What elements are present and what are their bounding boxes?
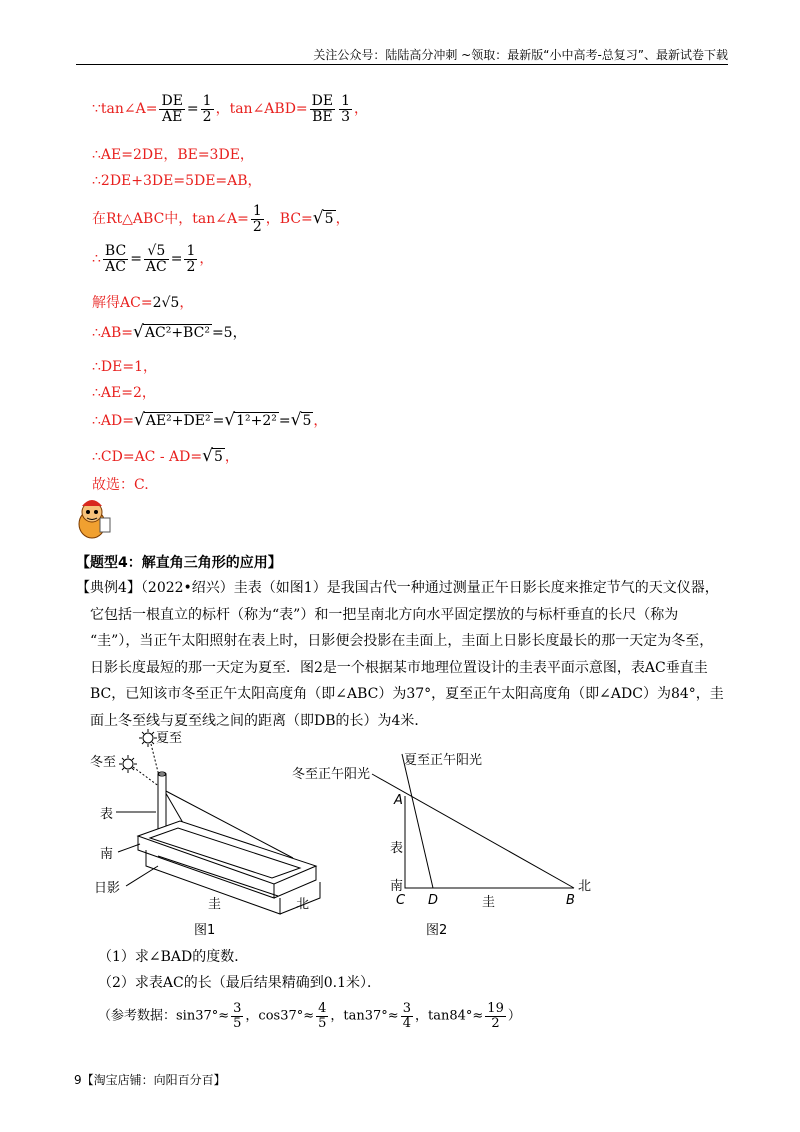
page-footer: 9【淘宝店铺：向阳百分百】 [74, 1073, 226, 1087]
fraction: $\frac{DE}{BE}$ [311, 93, 334, 125]
reference-data: （参考数据：sin37°≈ $\frac{3}{5}$ ，cos37°≈ $\frac{4}{5}$ ，tan37°≈ $\frac{3}{4}$ ，tan84°≈ $\frac{19}{2}$ ） [98, 1001, 521, 1031]
fig2-point-d: D [428, 893, 439, 908]
fig2-gui-label: 圭 [482, 895, 496, 910]
example-line-3: “圭”），当正午太阳照射在表上时，日影便会投影在圭面上，圭面上日影长度最长的那一天定为冬至， [90, 633, 714, 649]
fig1-gnomon-label: 表 [100, 807, 114, 822]
fraction: $\frac{1}{3}$ [341, 93, 351, 125]
solution-line-3: ∴2DE+3DE=5DE=AB， [92, 173, 262, 189]
solution-line-4: 在Rt△ABC中，tan∠A= $\frac{1}{2}$ ，BC=√5 ， [92, 203, 350, 235]
question-1: （1）求∠BAD的度数． [98, 949, 249, 965]
section-title: 【题型4：解直角三角形的应用】 [76, 555, 282, 571]
fig2-point-a: A [394, 793, 403, 808]
fraction: $\frac{1}{2}$ [186, 243, 196, 275]
fig1-north-label: 北 [296, 897, 310, 912]
question-2: （2）求表AC的长（最后结果精确到0.1米）． [98, 975, 381, 991]
example-line-5: BC，已知该市冬至正午太阳高度角（即∠ABC）为37°，夏至正午太阳高度角（即∠ADC）为84°，圭 [90, 686, 724, 702]
fraction: $\frac{3}{5}$ [233, 1001, 242, 1031]
page-header: 关注公众号：陆陆高分冲刺 ~领取：最新版“小中高考-总复习”、最新试卷下载 [76, 46, 728, 65]
fig2-caption: 图2 [426, 923, 448, 938]
mascot-icon [72, 494, 112, 542]
example-line-4: 日影长度最短的那一天定为夏至．图2是一个根据某市地理位置设计的圭表平面示意图，表AC垂直圭 [90, 659, 708, 676]
fig1-winter-label: 冬至 [90, 755, 117, 770]
fig1-summer-label: 夏至 [156, 731, 183, 746]
solution-line-11: ∴CD=AC - AD=√5 ， [92, 446, 239, 466]
summer-ray-line [402, 754, 433, 888]
fig1-south-label: 南 [100, 847, 114, 862]
solution-line-8: ∴DE=1， [92, 359, 157, 375]
example-line-6: 面上冬至线与夏至线之间的距离（即DB的长）为4米． [90, 712, 429, 729]
fig1-caption: 图1 [194, 923, 216, 938]
solution-line-9: ∴AE=2， [92, 385, 156, 401]
solution-line-1: ∵tan∠A= $\frac{DE}{AE}$ = $\frac{1}{2}$ ，tan∠ABD= $\frac{DE}{BE}$ $\frac{1}{3}$ ， [92, 93, 369, 125]
fig2-south-label: 南 [390, 879, 404, 894]
winter-ray-line [372, 774, 574, 888]
fig1-gui-label: 圭 [208, 897, 222, 912]
fig2-point-b: B [566, 893, 575, 908]
fig2-winter-ray-label: 冬至正午阳光 [292, 767, 371, 782]
fig2-north-label: 北 [578, 879, 592, 894]
fraction: $\frac{√5}{AC}$ [145, 243, 167, 275]
example-line-2: 它包括一根直立的标杆（称为“表”）和一把呈南北方向水平固定摆放的与标杆垂直的长尺（称为 [90, 606, 679, 623]
fig2-summer-ray-label: 夏至正午阳光 [404, 753, 483, 768]
fraction: $\frac{BC}{AC}$ [104, 243, 127, 275]
fraction: $\frac{DE}{AE}$ [161, 93, 183, 125]
fraction: $\frac{4}{5}$ [318, 1001, 327, 1031]
solution-line-5: ∴ $\frac{BC}{AC}$ = $\frac{√5}{AC}$ = $\frac{1}{2}$ ， [92, 243, 214, 275]
fraction: $\frac{3}{4}$ [402, 1001, 411, 1031]
example-paragraph [76, 575, 736, 734]
fraction: $\frac{19}{2}$ [487, 1001, 504, 1031]
fig1-shadow-label: 日影 [94, 881, 121, 896]
text: ∵tan∠A= [92, 101, 158, 118]
solution-line-12: 故选：C. [92, 477, 149, 493]
solution-line-7: ∴AB=√AC²+BC² =5， [92, 322, 247, 342]
figure-2 [290, 740, 610, 940]
solution-line-2: ∴AE=2DE，BE=3DE， [92, 147, 254, 163]
solution-line-10: ∴AD=√AE²+DE² =√1²+2² =√5 ， [92, 410, 328, 430]
fraction: $\frac{1}{2}$ [252, 203, 262, 235]
fig2-gnomon-label: 表 [390, 841, 404, 856]
example-line-1: 【典例4】（2022•绍兴）圭表（如图1）是我国古代一种通过测量正午日影长度来推定节气的天文仪器， [76, 580, 719, 596]
solution-line-6: 解得AC=2√5， [92, 295, 194, 311]
fraction: $\frac{1}{2}$ [202, 93, 212, 125]
fig2-point-c: C [396, 893, 406, 908]
